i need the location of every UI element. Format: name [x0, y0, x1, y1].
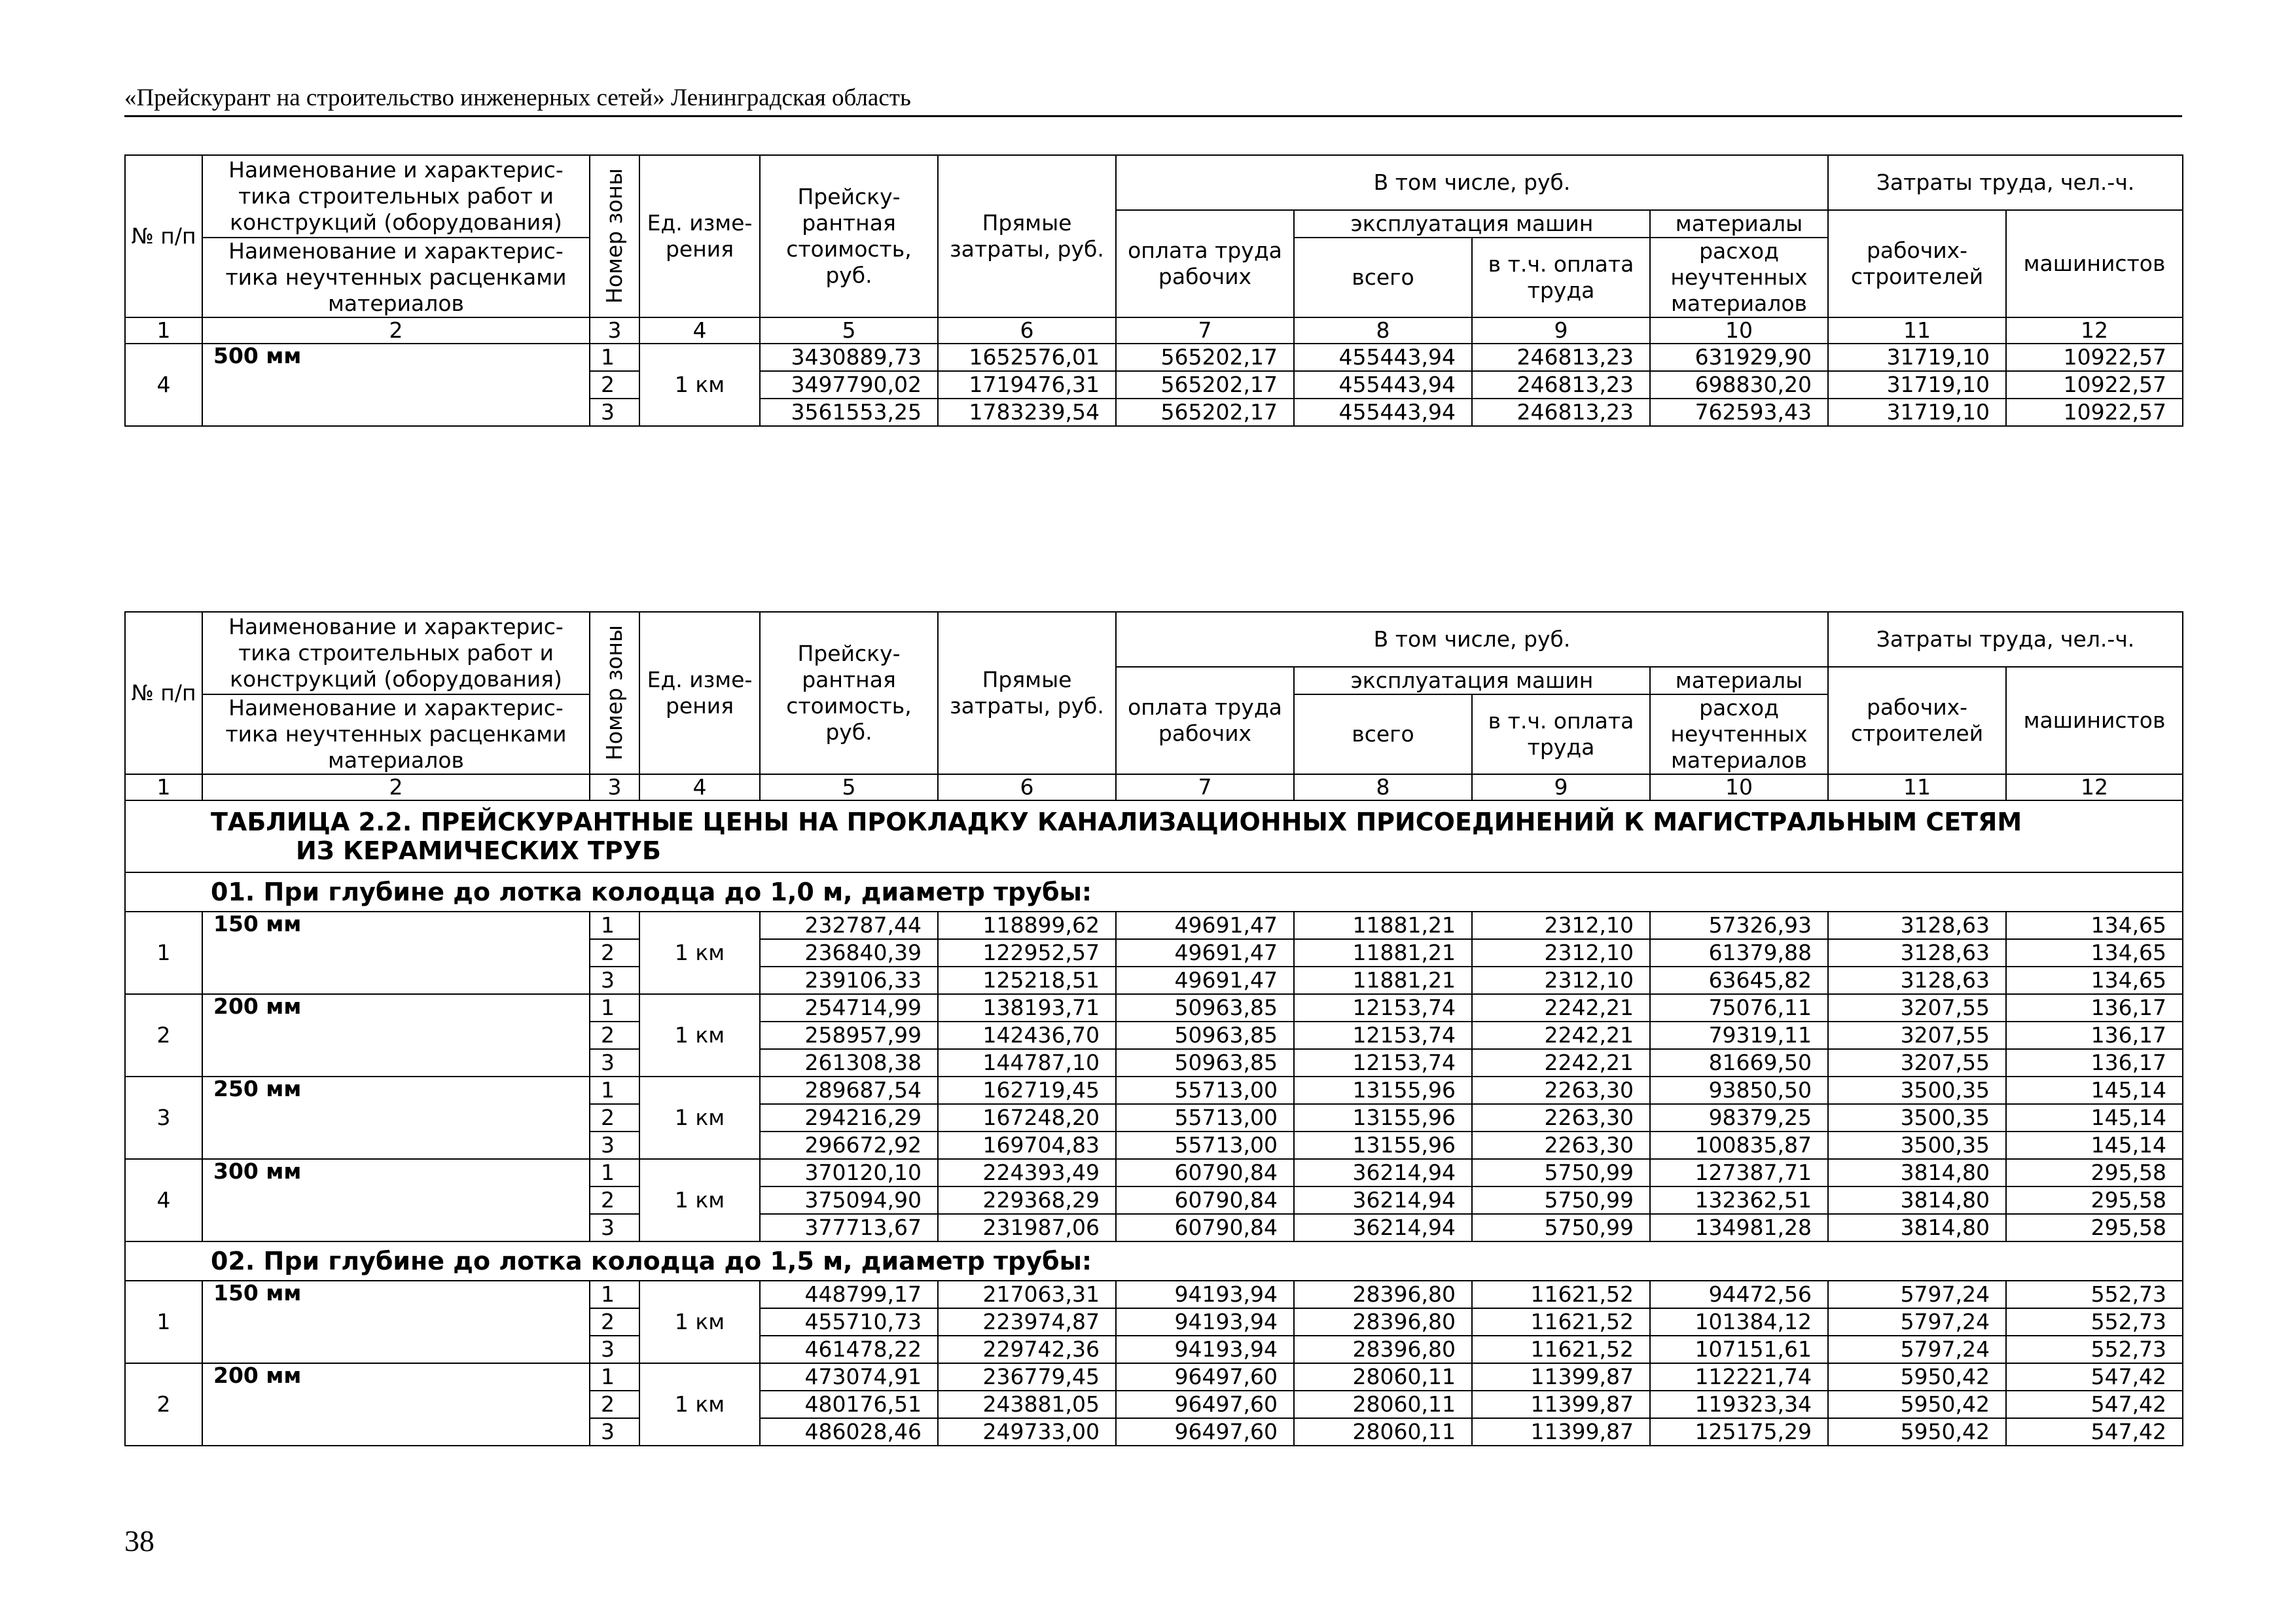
item-name: 200 мм	[202, 994, 590, 1077]
section-title: 01. При глубине до лотка колодца до 1,0 м, диаметр трубы:	[125, 872, 2183, 912]
row-number: 1	[125, 912, 202, 994]
zone-number: 1	[590, 1159, 639, 1186]
value-cell: 486028,46	[760, 1418, 938, 1446]
value-cell: 107151,61	[1650, 1336, 1828, 1363]
value-cell: 246813,23	[1472, 344, 1650, 371]
value-cell: 31719,10	[1828, 371, 2006, 399]
zone-number: 2	[590, 1186, 639, 1214]
col-incl-wage-header: в т.ч. оплата труда	[1472, 694, 1650, 774]
value-cell: 455710,73	[760, 1308, 938, 1336]
value-cell: 60790,84	[1116, 1159, 1294, 1186]
value-cell: 455443,94	[1294, 344, 1472, 371]
value-cell: 75076,11	[1650, 994, 1828, 1022]
value-cell: 134,65	[2006, 912, 2183, 939]
column-number: 12	[2006, 317, 2183, 344]
value-cell: 5750,99	[1472, 1214, 1650, 1241]
value-cell: 377713,67	[760, 1214, 938, 1241]
page-number: 38	[124, 1524, 154, 1558]
row-number: 2	[125, 994, 202, 1077]
value-cell: 3207,55	[1828, 1022, 2006, 1049]
column-number: 11	[1828, 317, 2006, 344]
table-title	[125, 800, 2183, 872]
zone-number: 3	[590, 1214, 639, 1241]
col-materials-header: материалы	[1650, 667, 1828, 694]
column-number: 6	[938, 774, 1116, 800]
col-machines-header: эксплуатация машин	[1294, 210, 1650, 238]
value-cell: 134981,28	[1650, 1214, 1828, 1241]
value-cell: 28060,11	[1294, 1363, 1472, 1391]
table-title-line1: ТАБЛИЦА 2.2. ПРЕЙСКУРАНТНЫЕ ЦЕНЫ НА ПРОКЛАДКУ КАНАЛИЗАЦИОННЫХ ПРИСОЕДИНЕНИЙ К МАГИСТРАЛЬНЫМ СЕТЯМ	[211, 808, 2022, 836]
value-cell: 136,17	[2006, 1049, 2183, 1077]
value-cell: 96497,60	[1116, 1391, 1294, 1418]
value-cell: 31719,10	[1828, 344, 2006, 371]
col-number-header: № п/п	[125, 612, 202, 774]
value-cell: 28060,11	[1294, 1391, 1472, 1418]
item-name: 250 мм	[202, 1077, 590, 1159]
col-operators-header: машинистов	[2006, 667, 2183, 774]
value-cell: 3814,80	[1828, 1214, 2006, 1241]
value-cell: 79319,11	[1650, 1022, 1828, 1049]
column-number: 6	[938, 317, 1116, 344]
value-cell: 473074,91	[760, 1363, 938, 1391]
value-cell: 3497790,02	[760, 371, 938, 399]
value-cell: 36214,94	[1294, 1186, 1472, 1214]
value-cell: 448799,17	[760, 1281, 938, 1308]
price-table-1	[124, 154, 2183, 427]
value-cell: 12153,74	[1294, 1022, 1472, 1049]
zone-number: 3	[590, 1049, 639, 1077]
value-cell: 93850,50	[1650, 1077, 1828, 1104]
column-number: 9	[1472, 317, 1650, 344]
column-number: 5	[760, 317, 938, 344]
value-cell: 28396,80	[1294, 1336, 1472, 1363]
column-number: 2	[202, 317, 590, 344]
value-cell: 119323,34	[1650, 1391, 1828, 1418]
value-cell: 112221,74	[1650, 1363, 1828, 1391]
value-cell: 2263,30	[1472, 1104, 1650, 1132]
column-number: 12	[2006, 774, 2183, 800]
value-cell: 295,58	[2006, 1159, 2183, 1186]
value-cell: 55713,00	[1116, 1132, 1294, 1159]
header-rule	[124, 115, 2182, 117]
value-cell: 254714,99	[760, 994, 938, 1022]
value-cell: 3500,35	[1828, 1077, 2006, 1104]
unit-cell: 1 км	[639, 344, 760, 426]
value-cell: 94193,94	[1116, 1308, 1294, 1336]
column-number: 10	[1650, 317, 1828, 344]
value-cell: 142436,70	[938, 1022, 1116, 1049]
value-cell: 10922,57	[2006, 344, 2183, 371]
value-cell: 547,42	[2006, 1418, 2183, 1446]
value-cell: 5797,24	[1828, 1336, 2006, 1363]
column-number: 8	[1294, 317, 1472, 344]
item-name: 150 мм	[202, 1281, 590, 1363]
col-name-materials-header: Наименование и характерис- тика неучтенных расценками материалов	[202, 694, 590, 774]
value-cell: 217063,31	[938, 1281, 1116, 1308]
col-direct-header: Прямые затраты, руб.	[938, 155, 1116, 317]
col-including-header: В том числе, руб.	[1116, 612, 1828, 667]
value-cell: 13155,96	[1294, 1104, 1472, 1132]
value-cell: 94472,56	[1650, 1281, 1828, 1308]
item-name: 200 мм	[202, 1363, 590, 1446]
value-cell: 2263,30	[1472, 1132, 1650, 1159]
value-cell: 375094,90	[760, 1186, 938, 1214]
item-name: 150 мм	[202, 912, 590, 994]
value-cell: 246813,23	[1472, 399, 1650, 426]
value-cell: 2312,10	[1472, 912, 1650, 939]
value-cell: 94193,94	[1116, 1336, 1294, 1363]
value-cell: 2242,21	[1472, 994, 1650, 1022]
value-cell: 370120,10	[760, 1159, 938, 1186]
value-cell: 11621,52	[1472, 1308, 1650, 1336]
value-cell: 125175,29	[1650, 1418, 1828, 1446]
value-cell: 31719,10	[1828, 399, 2006, 426]
value-cell: 134,65	[2006, 939, 2183, 967]
col-machines-header: эксплуатация машин	[1294, 667, 1650, 694]
zone-number: 2	[590, 371, 639, 399]
item-name: 500 мм	[202, 344, 590, 426]
value-cell: 762593,43	[1650, 399, 1828, 426]
value-cell: 134,65	[2006, 967, 2183, 994]
value-cell: 2242,21	[1472, 1022, 1650, 1049]
value-cell: 229368,29	[938, 1186, 1116, 1214]
column-number: 5	[760, 774, 938, 800]
item-name: 300 мм	[202, 1159, 590, 1241]
value-cell: 28396,80	[1294, 1281, 1472, 1308]
table-row	[125, 1077, 2183, 1104]
value-cell: 13155,96	[1294, 1132, 1472, 1159]
value-cell: 63645,82	[1650, 967, 1828, 994]
value-cell: 127387,71	[1650, 1159, 1828, 1186]
value-cell: 552,73	[2006, 1281, 2183, 1308]
zone-number: 2	[590, 1104, 639, 1132]
zone-number: 2	[590, 1022, 639, 1049]
table-row	[125, 994, 2183, 1022]
value-cell: 138193,71	[938, 994, 1116, 1022]
value-cell: 565202,17	[1116, 371, 1294, 399]
value-cell: 2242,21	[1472, 1049, 1650, 1077]
value-cell: 50963,85	[1116, 994, 1294, 1022]
column-number: 9	[1472, 774, 1650, 800]
value-cell: 261308,38	[760, 1049, 938, 1077]
value-cell: 1719476,31	[938, 371, 1116, 399]
value-cell: 246813,23	[1472, 371, 1650, 399]
value-cell: 81669,50	[1650, 1049, 1828, 1077]
value-cell: 132362,51	[1650, 1186, 1828, 1214]
value-cell: 96497,60	[1116, 1363, 1294, 1391]
row-number: 4	[125, 344, 202, 426]
price-table-2	[124, 611, 2183, 1446]
value-cell: 11621,52	[1472, 1281, 1650, 1308]
col-labor-header: Затраты труда, чел.-ч.	[1828, 612, 2183, 667]
value-cell: 118899,62	[938, 912, 1116, 939]
value-cell: 3128,63	[1828, 939, 2006, 967]
value-cell: 455443,94	[1294, 399, 1472, 426]
value-cell: 236840,39	[760, 939, 938, 967]
value-cell: 169704,83	[938, 1132, 1116, 1159]
column-number: 7	[1116, 774, 1294, 800]
table-row	[125, 344, 2183, 371]
value-cell: 547,42	[2006, 1363, 2183, 1391]
value-cell: 3500,35	[1828, 1104, 2006, 1132]
zone-number: 3	[590, 1336, 639, 1363]
value-cell: 125218,51	[938, 967, 1116, 994]
zone-number: 2	[590, 1391, 639, 1418]
zone-header-label: Номер зоны	[601, 625, 627, 761]
value-cell: 136,17	[2006, 994, 2183, 1022]
column-number: 1	[125, 774, 202, 800]
col-name-works-header: Наименование и характерис- тика строительных работ и конструкций (оборудования)	[202, 155, 590, 238]
value-cell: 145,14	[2006, 1104, 2183, 1132]
zone-number: 2	[590, 1308, 639, 1336]
column-number: 3	[590, 317, 639, 344]
value-cell: 136,17	[2006, 1022, 2183, 1049]
col-builders-header: рабочих- строителей	[1828, 210, 2006, 317]
value-cell: 223974,87	[938, 1308, 1116, 1336]
value-cell: 11399,87	[1472, 1363, 1650, 1391]
zone-number: 1	[590, 912, 639, 939]
value-cell: 3561553,25	[760, 399, 938, 426]
value-cell: 28060,11	[1294, 1418, 1472, 1446]
column-number: 10	[1650, 774, 1828, 800]
value-cell: 11399,87	[1472, 1418, 1650, 1446]
unit-cell: 1 км	[639, 1363, 760, 1446]
value-cell: 13155,96	[1294, 1077, 1472, 1104]
value-cell: 289687,54	[760, 1077, 938, 1104]
col-price-header: Прейску- рантная стоимость, руб.	[760, 155, 938, 317]
running-header: «Прейскурант на строительство инженерных сетей» Ленинградская область	[124, 84, 911, 111]
zone-number: 3	[590, 1132, 639, 1159]
value-cell: 3128,63	[1828, 967, 2006, 994]
value-cell: 547,42	[2006, 1391, 2183, 1418]
col-unit-header: Ед. изме- рения	[639, 155, 760, 317]
value-cell: 28396,80	[1294, 1308, 1472, 1336]
row-number: 4	[125, 1159, 202, 1241]
value-cell: 50963,85	[1116, 1049, 1294, 1077]
value-cell: 57326,93	[1650, 912, 1828, 939]
value-cell: 2263,30	[1472, 1077, 1650, 1104]
value-cell: 565202,17	[1116, 399, 1294, 426]
value-cell: 3207,55	[1828, 994, 2006, 1022]
zone-number: 1	[590, 344, 639, 371]
column-number: 8	[1294, 774, 1472, 800]
unit-cell: 1 км	[639, 1281, 760, 1363]
unit-cell: 1 км	[639, 994, 760, 1077]
value-cell: 5950,42	[1828, 1418, 2006, 1446]
value-cell: 5950,42	[1828, 1391, 2006, 1418]
unit-cell: 1 км	[639, 912, 760, 994]
value-cell: 60790,84	[1116, 1214, 1294, 1241]
zone-header-label: Номер зоны	[601, 168, 627, 304]
row-number: 2	[125, 1363, 202, 1446]
value-cell: 144787,10	[938, 1049, 1116, 1077]
value-cell: 5950,42	[1828, 1363, 2006, 1391]
value-cell: 3207,55	[1828, 1049, 2006, 1077]
value-cell: 552,73	[2006, 1336, 2183, 1363]
col-unaccounted-header: расход неучтенных материалов	[1650, 694, 1828, 774]
value-cell: 565202,17	[1116, 344, 1294, 371]
column-number: 4	[639, 317, 760, 344]
value-cell: 162719,45	[938, 1077, 1116, 1104]
value-cell: 11399,87	[1472, 1391, 1650, 1418]
zone-number: 3	[590, 1418, 639, 1446]
col-unaccounted-header: расход неучтенных материалов	[1650, 238, 1828, 317]
col-direct-header: Прямые затраты, руб.	[938, 612, 1116, 774]
col-number-header: № п/п	[125, 155, 202, 317]
value-cell: 11881,21	[1294, 939, 1472, 967]
value-cell: 3814,80	[1828, 1186, 2006, 1214]
value-cell: 232787,44	[760, 912, 938, 939]
value-cell: 552,73	[2006, 1308, 2183, 1336]
value-cell: 55713,00	[1116, 1104, 1294, 1132]
value-cell: 2312,10	[1472, 967, 1650, 994]
zone-number: 1	[590, 994, 639, 1022]
value-cell: 239106,33	[760, 967, 938, 994]
value-cell: 11881,21	[1294, 912, 1472, 939]
value-cell: 5797,24	[1828, 1308, 2006, 1336]
value-cell: 1652576,01	[938, 344, 1116, 371]
value-cell: 50963,85	[1116, 1022, 1294, 1049]
value-cell: 249733,00	[938, 1418, 1116, 1446]
value-cell: 295,58	[2006, 1186, 2183, 1214]
col-zone-header	[590, 155, 639, 317]
value-cell: 10922,57	[2006, 371, 2183, 399]
table-row	[125, 912, 2183, 939]
col-unit-header: Ед. изме- рения	[639, 612, 760, 774]
column-number: 7	[1116, 317, 1294, 344]
value-cell: 229742,36	[938, 1336, 1116, 1363]
value-cell: 224393,49	[938, 1159, 1116, 1186]
value-cell: 3430889,73	[760, 344, 938, 371]
col-price-header: Прейску- рантная стоимость, руб.	[760, 612, 938, 774]
value-cell: 36214,94	[1294, 1159, 1472, 1186]
row-number: 1	[125, 1281, 202, 1363]
zone-number: 1	[590, 1281, 639, 1308]
value-cell: 98379,25	[1650, 1104, 1828, 1132]
column-number: 2	[202, 774, 590, 800]
table-title-line2: ИЗ КЕРАМИЧЕСКИХ ТРУБ	[296, 836, 661, 865]
zone-number: 1	[590, 1077, 639, 1104]
zone-number: 1	[590, 1363, 639, 1391]
value-cell: 631929,90	[1650, 344, 1828, 371]
value-cell: 698830,20	[1650, 371, 1828, 399]
value-cell: 11621,52	[1472, 1336, 1650, 1363]
value-cell: 60790,84	[1116, 1186, 1294, 1214]
col-incl-wage-header: в т.ч. оплата труда	[1472, 238, 1650, 317]
value-cell: 3500,35	[1828, 1132, 2006, 1159]
column-number: 3	[590, 774, 639, 800]
value-cell: 455443,94	[1294, 371, 1472, 399]
table-row	[125, 1363, 2183, 1391]
column-number: 1	[125, 317, 202, 344]
value-cell: 461478,22	[760, 1336, 938, 1363]
value-cell: 295,58	[2006, 1214, 2183, 1241]
value-cell: 12153,74	[1294, 1049, 1472, 1077]
value-cell: 61379,88	[1650, 939, 1828, 967]
value-cell: 36214,94	[1294, 1214, 1472, 1241]
value-cell: 236779,45	[938, 1363, 1116, 1391]
value-cell: 94193,94	[1116, 1281, 1294, 1308]
col-machines-total-header: всего	[1294, 238, 1472, 317]
value-cell: 5797,24	[1828, 1281, 2006, 1308]
value-cell: 96497,60	[1116, 1418, 1294, 1446]
value-cell: 3814,80	[1828, 1159, 2006, 1186]
value-cell: 231987,06	[938, 1214, 1116, 1241]
unit-cell: 1 км	[639, 1077, 760, 1159]
col-builders-header: рабочих- строителей	[1828, 667, 2006, 774]
zone-number: 3	[590, 399, 639, 426]
unit-cell: 1 км	[639, 1159, 760, 1241]
value-cell: 49691,47	[1116, 939, 1294, 967]
value-cell: 49691,47	[1116, 912, 1294, 939]
value-cell: 3128,63	[1828, 912, 2006, 939]
table-row	[125, 1281, 2183, 1308]
col-operators-header: машинистов	[2006, 210, 2183, 317]
value-cell: 480176,51	[760, 1391, 938, 1418]
col-machines-total-header: всего	[1294, 694, 1472, 774]
column-number: 11	[1828, 774, 2006, 800]
zone-number: 3	[590, 967, 639, 994]
col-name-materials-header: Наименование и характерис- тика неучтенных расценками материалов	[202, 238, 590, 317]
value-cell: 122952,57	[938, 939, 1116, 967]
column-number: 4	[639, 774, 760, 800]
value-cell: 243881,05	[938, 1391, 1116, 1418]
col-including-header: В том числе, руб.	[1116, 155, 1828, 210]
value-cell: 5750,99	[1472, 1159, 1650, 1186]
value-cell: 1783239,54	[938, 399, 1116, 426]
value-cell: 296672,92	[760, 1132, 938, 1159]
col-labor-header: Затраты труда, чел.-ч.	[1828, 155, 2183, 210]
value-cell: 10922,57	[2006, 399, 2183, 426]
value-cell: 12153,74	[1294, 994, 1472, 1022]
value-cell: 5750,99	[1472, 1186, 1650, 1214]
section-title: 02. При глубине до лотка колодца до 1,5 м, диаметр трубы:	[125, 1241, 2183, 1281]
value-cell: 294216,29	[760, 1104, 938, 1132]
value-cell: 258957,99	[760, 1022, 938, 1049]
col-wage-header: оплата труда рабочих	[1116, 667, 1294, 774]
col-wage-header: оплата труда рабочих	[1116, 210, 1294, 317]
table-row	[125, 1159, 2183, 1186]
value-cell: 145,14	[2006, 1077, 2183, 1104]
value-cell: 167248,20	[938, 1104, 1116, 1132]
value-cell: 2312,10	[1472, 939, 1650, 967]
col-name-works-header: Наименование и характерис- тика строительных работ и конструкций (оборудования)	[202, 612, 590, 694]
row-number: 3	[125, 1077, 202, 1159]
col-materials-header: материалы	[1650, 210, 1828, 238]
value-cell: 49691,47	[1116, 967, 1294, 994]
value-cell: 101384,12	[1650, 1308, 1828, 1336]
value-cell: 145,14	[2006, 1132, 2183, 1159]
value-cell: 55713,00	[1116, 1077, 1294, 1104]
zone-number: 2	[590, 939, 639, 967]
value-cell: 100835,87	[1650, 1132, 1828, 1159]
col-zone-header	[590, 612, 639, 774]
value-cell: 11881,21	[1294, 967, 1472, 994]
